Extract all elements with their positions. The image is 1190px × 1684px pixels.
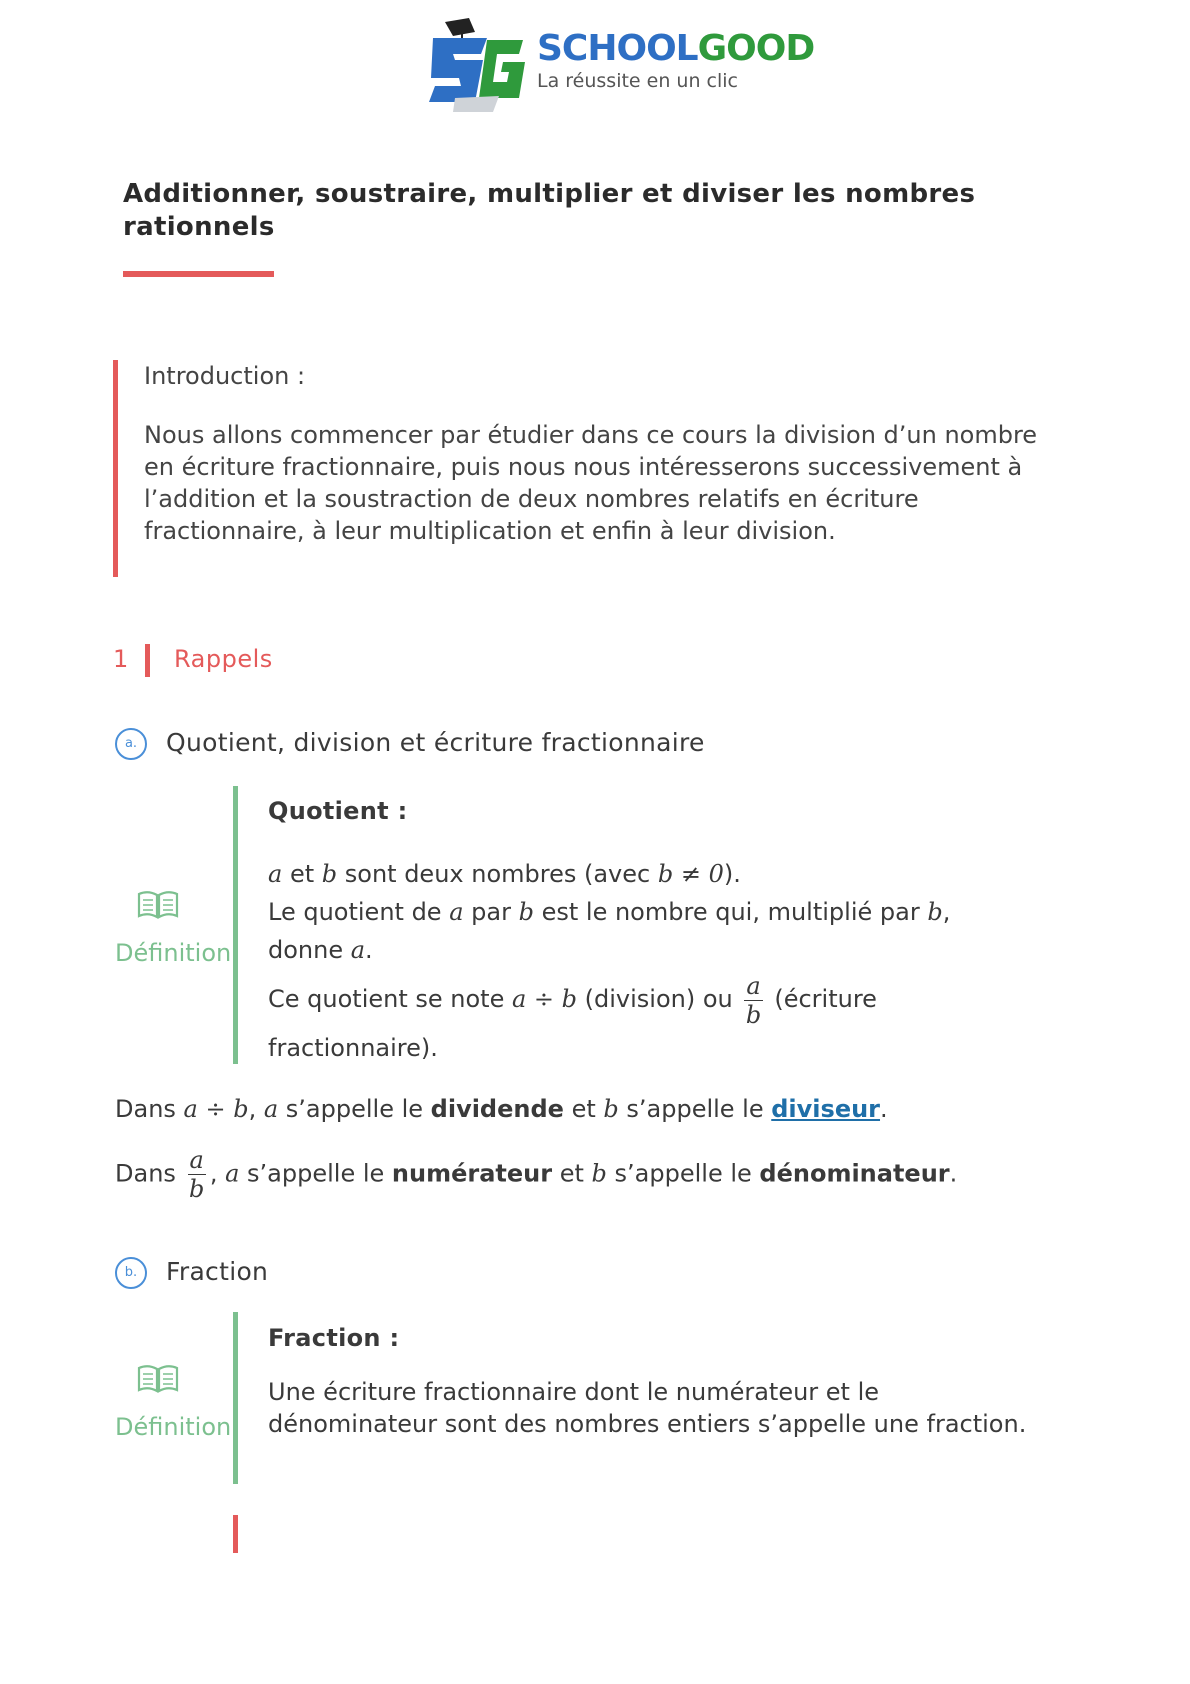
title-underline <box>123 271 274 277</box>
definition-label: Définition <box>115 939 232 967</box>
quotient-line-1: a et b sont deux nombres (avec b ≠ 0). <box>268 860 741 888</box>
intro-heading: Introduction : <box>144 362 306 390</box>
definition-bar-fraction <box>233 1312 238 1484</box>
definition-body-fraction: Une écriture fractionnaire dont le numérateur et le dénominateur sont des nombres entiers s’appelle une fraction. <box>268 1378 1027 1438</box>
brand-tagline: La réussite en un clic <box>537 70 738 92</box>
definition-heading-quotient: Quotient : <box>268 797 408 825</box>
quotient-line-5: fractionnaire). <box>268 1034 438 1062</box>
subsection-title-a: Quotient, division et écriture fractionnaire <box>166 728 705 757</box>
section-number: 1 <box>113 645 129 673</box>
definition-heading-fraction: Fraction : <box>268 1324 400 1352</box>
quotient-line-4: Ce quotient se note a ÷ b (division) ou $\frac{a}{b}$ (écriture <box>268 971 877 1029</box>
dividend-divisor-line: Dans a ÷ b, a s’appelle le dividende et b s’appelle le diviseur. <box>115 1095 888 1123</box>
subsection-badge-b: b. <box>115 1257 147 1289</box>
definition-label: Définition <box>115 1413 232 1441</box>
book-icon <box>136 888 180 920</box>
section-divider <box>145 644 150 677</box>
bottom-accent-bar <box>233 1515 238 1553</box>
intro-text: Nous allons commencer par étudier dans ce cours la division d’un nombre en écriture fractionnaire, puis nous nous intéresserons successivement à l’addition et la soustraction de deux nombres relatifs en écriture fractionnaire, à leur multiplication et enfin à leur division. <box>144 421 1038 545</box>
numerator-denominator-line: Dans $\frac{a}{b}$ , a s’appelle le numérateur et b s’appelle le dénominateur. <box>115 1146 958 1203</box>
diviseur-link[interactable]: diviseur <box>771 1095 881 1123</box>
fraction-a-over-b-inline: $\frac{a}{b}$ <box>189 1146 205 1203</box>
section-title: Rappels <box>174 645 273 673</box>
subsection-title-b: Fraction <box>166 1257 269 1286</box>
book-icon <box>136 1362 180 1394</box>
brand-name <box>537 28 814 69</box>
fraction-a-over-b: $\frac{a}{b}$ <box>745 971 762 1029</box>
page-title: Additionner, soustraire, multiplier et diviser les nombres rationnels <box>123 179 976 242</box>
brand-name-green: GOOD <box>697 28 815 69</box>
quotient-line-3: donne a. <box>268 936 373 964</box>
subsection-badge-a: a. <box>115 728 147 760</box>
quotient-line-2: Le quotient de a par b est le nombre qui, multiplié par b, <box>268 898 951 926</box>
definition-bar-quotient <box>233 786 238 1064</box>
definition-body-quotient <box>268 855 1068 1067</box>
brand-name-blue: SCHOOL <box>537 28 698 69</box>
intro-accent-bar <box>113 360 118 577</box>
